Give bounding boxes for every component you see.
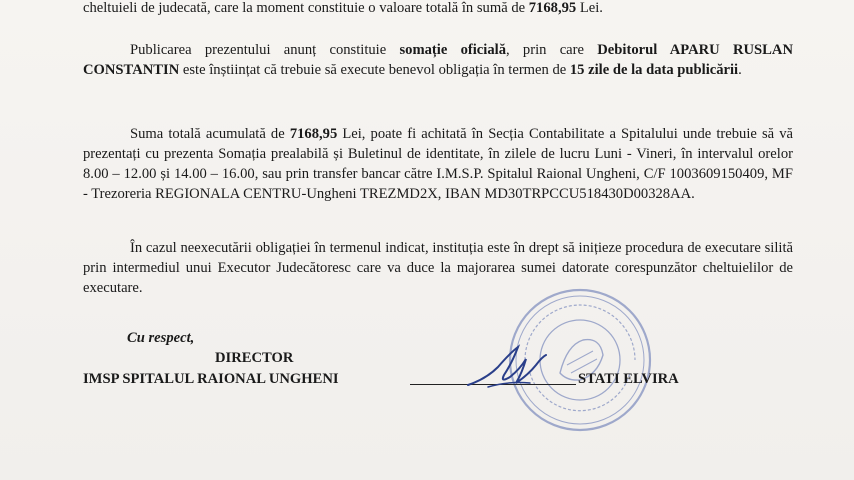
total-amount: 7168,95 (528, 0, 577, 16)
paragraph-text: Suma totală acumulată de (130, 126, 290, 142)
paragraph-text: , prin care (506, 42, 598, 58)
paragraph-text: cheltuieli de judecată, care la moment constituie o valoare totală în sumă de (83, 0, 529, 16)
paragraph-text: Lei, poate fi achitată în Secția Contabilitate a Spitalului unde trebuie să vă prezentați cu prezenta Somația prealabilă și Buletinul de identitate, în zilele de lucru Luni - Vineri, în intervalul orelor 8.00 – 12.00 și 14.00 – 16.00, sau prin transfer bancar către I.M.S.P. Spitalul Raional Ungheni, C/F 1003609150409, MF - Trezoreria REGIONALA CENTRU-Ungheni TREZMD2X, IBAN MD30TRPCCU518430D00328AA. (83, 126, 793, 202)
paragraph-text: Publicarea prezentului anunț constituie (130, 42, 400, 58)
paragraph-enforcement-warning: În cazul neexecutării obligației în termenul indicat, instituția este în drept să inițieze procedura de executare silită prin intermediul unui Executor Judecătoresc care va duce la majorarea sumei datorate corespunzător cheltuielilor de executare. (83, 240, 793, 296)
paragraph-official-notice (83, 40, 793, 80)
paragraph-text: Lei. (576, 0, 603, 16)
debtor-name: Debitorul APARU RUSLAN CONSTANTIN (83, 42, 793, 78)
organization-name: IMSP SPITALUL RAIONAL UNGHENI (83, 371, 339, 387)
closing-salutation: Cu respect, (127, 330, 195, 346)
paragraph-text: este înștiințat că trebuie să execute benevol obligația în termen de (179, 62, 570, 78)
signatory-title: DIRECTOR (215, 350, 294, 366)
signatory-name: STATI ELVIRA (578, 371, 679, 387)
total-amount: 7168,95 (289, 126, 338, 142)
handwritten-signature-icon (458, 337, 558, 395)
deadline-term: 15 zile de la data publicării (569, 62, 739, 78)
paragraph-text: . (738, 62, 742, 78)
official-notice-term: somație oficială (399, 42, 506, 58)
paragraph-payment-details (83, 124, 793, 204)
paragraph-court-costs (83, 0, 793, 18)
